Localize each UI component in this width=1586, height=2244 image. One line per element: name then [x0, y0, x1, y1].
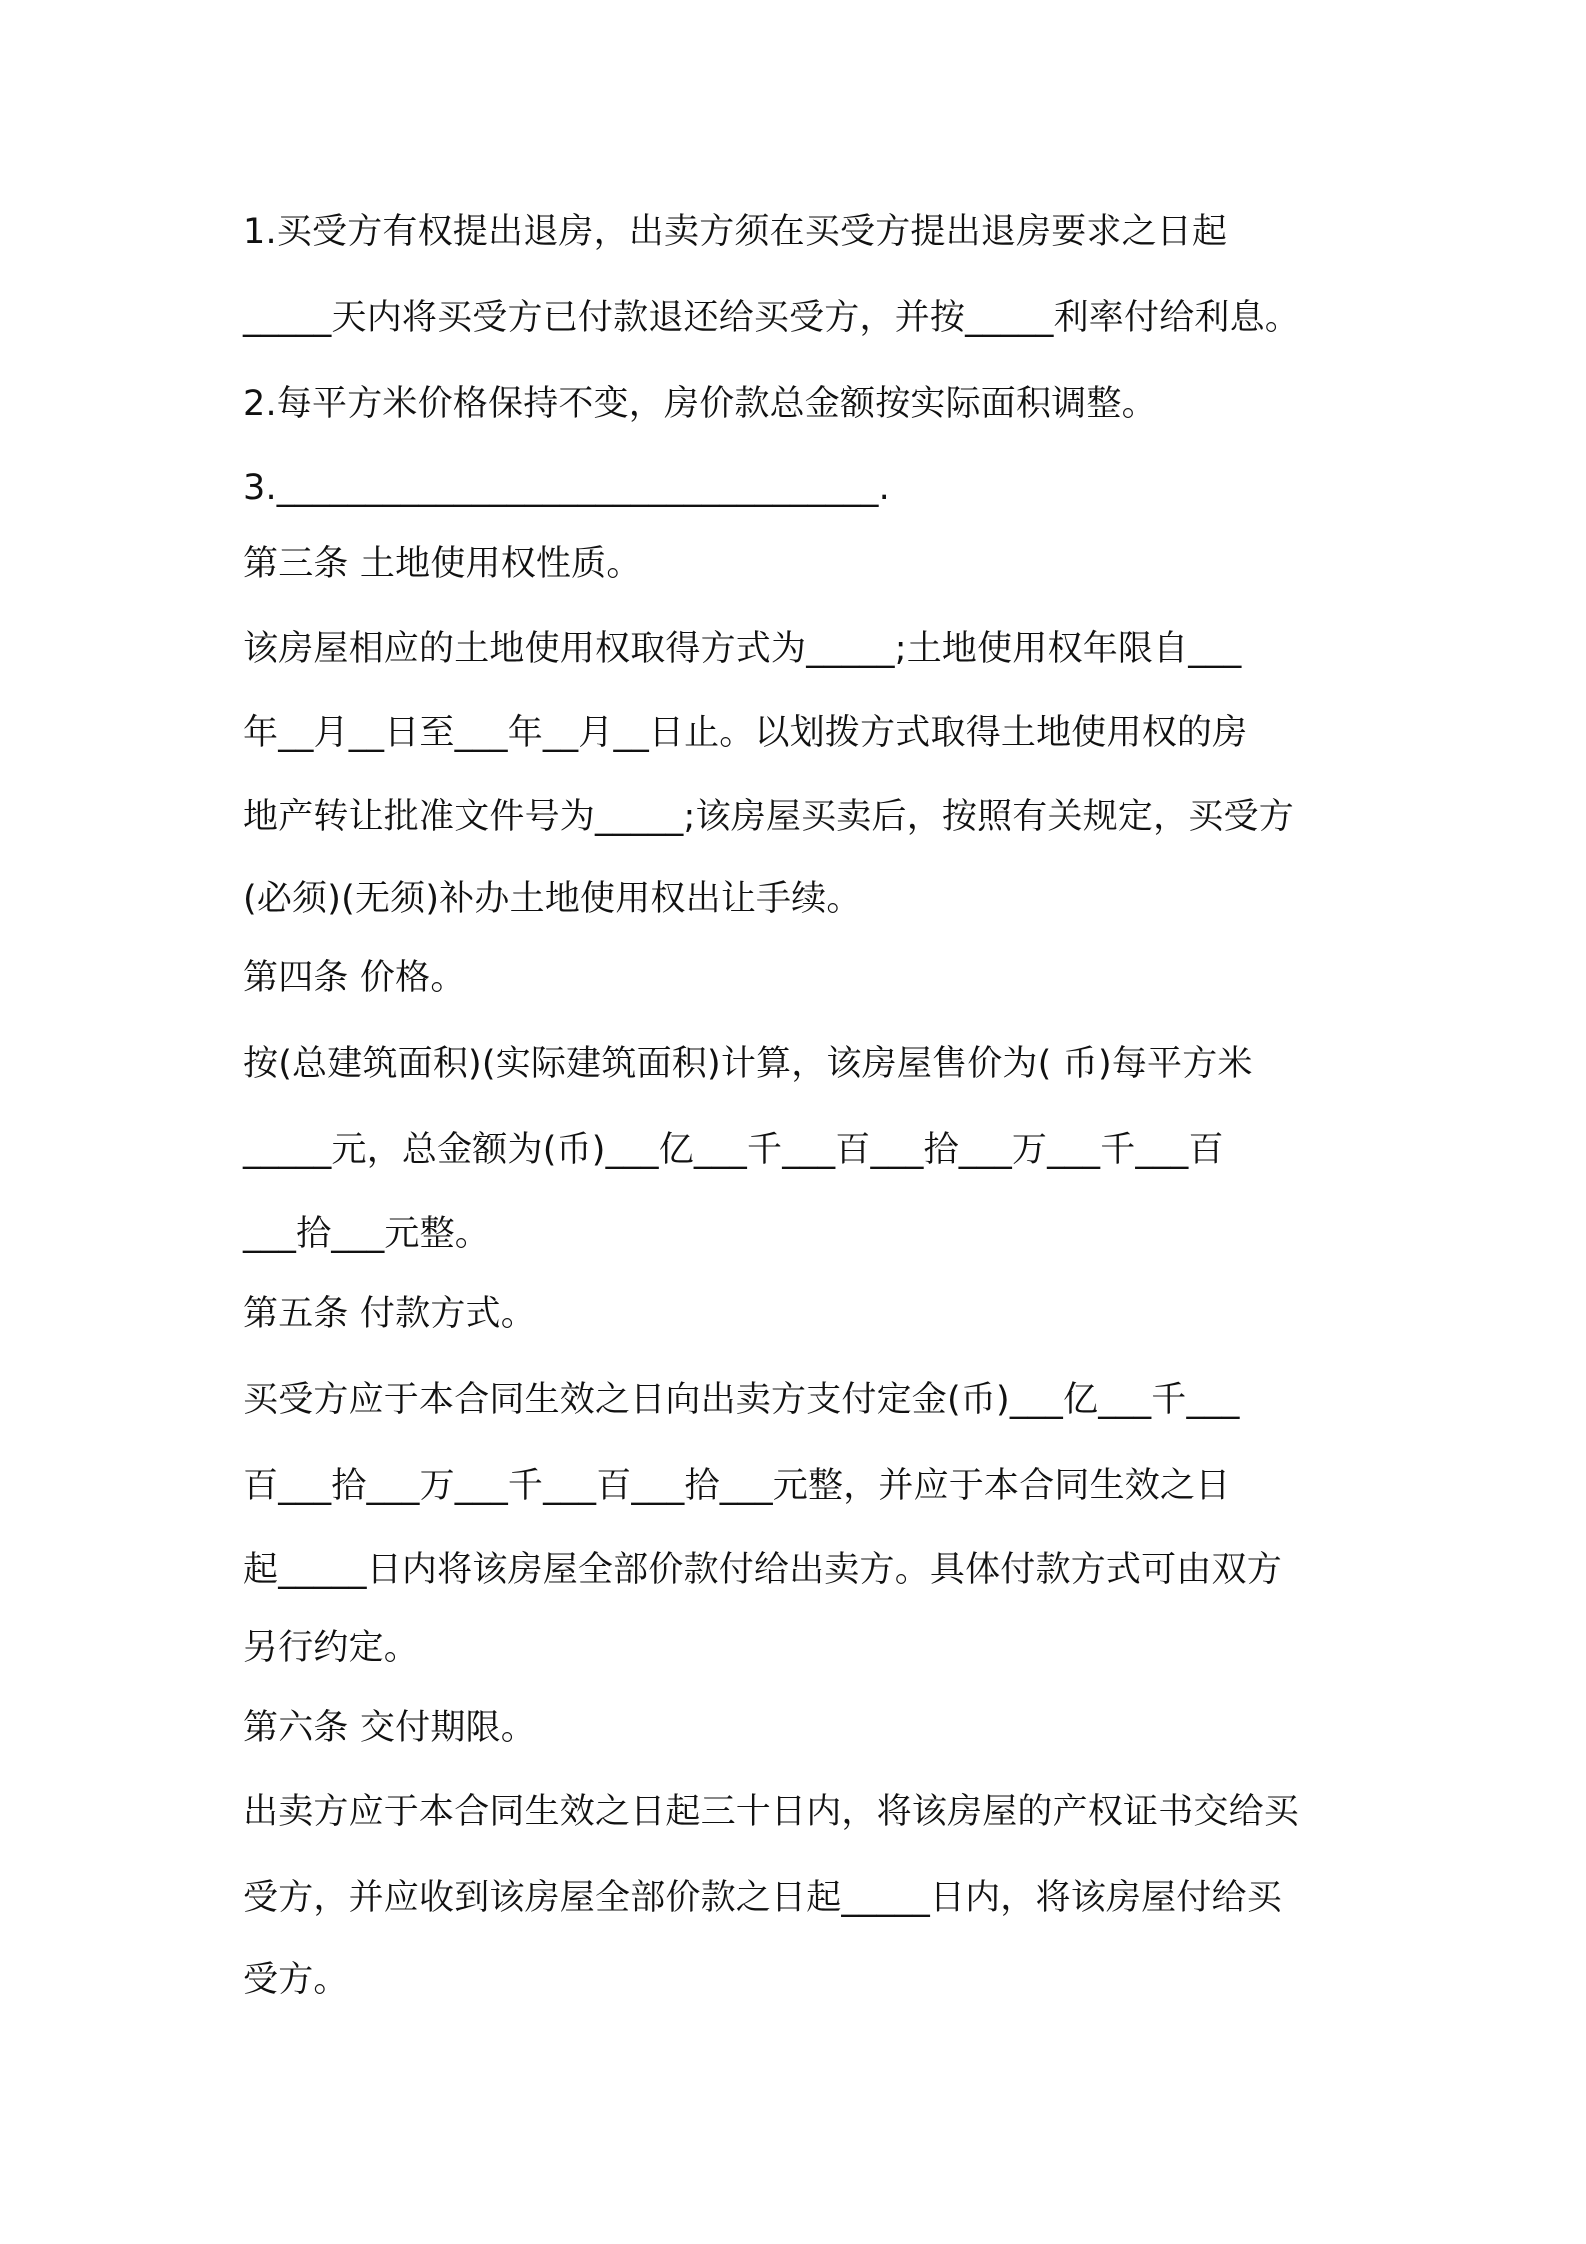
text-line: 受方。 — [243, 1960, 349, 2000]
text-line: 起_____日内将该房屋全部价款付给出卖方。具体付款方式可由双方 — [243, 1550, 1282, 1590]
section-heading: 第四条 价格。 — [243, 958, 466, 998]
text-line: 2.每平方米价格保持不变，房价款总金额按实际面积调整。 — [243, 384, 1157, 424]
text-line: 百___拾___万___千___百___拾___元整，并应于本合同生效之日 — [243, 1466, 1231, 1506]
text-line: 地产转让批准文件号为_____;该房屋买卖后，按照有关规定，买受方 — [243, 797, 1294, 837]
section-heading: 第五条 付款方式。 — [243, 1294, 536, 1334]
text-line: (必须)(无须)补办土地使用权出让手续。 — [243, 879, 862, 919]
text-line: 出卖方应于本合同生效之日起三十日内，将该房屋的产权证书交给买 — [243, 1792, 1300, 1832]
text-line: 受方，并应收到该房屋全部价款之日起_____日内，将该房屋付给买 — [243, 1878, 1282, 1918]
text-line: 买受方应于本合同生效之日向出卖方支付定金(币)___亿___千___ — [243, 1380, 1240, 1420]
text-line: 按(总建筑面积)(实际建筑面积)计算，该房屋售价为( 币)每平方米 — [243, 1044, 1253, 1084]
text-line: 该房屋相应的土地使用权取得方式为_____;土地使用权年限自___ — [243, 629, 1242, 669]
text-line: 3.__________________________________. — [243, 468, 890, 508]
text-line: 另行约定。 — [243, 1628, 420, 1668]
text-line: ___拾___元整。 — [243, 1214, 491, 1254]
section-heading: 第六条 交付期限。 — [243, 1708, 536, 1748]
text-line: _____元，总金额为(币)___亿___千___百___拾___万___千___百 — [243, 1130, 1224, 1170]
text-line: 1.买受方有权提出退房，出卖方须在买受方提出退房要求之日起 — [243, 212, 1228, 252]
text-line: 年__月__日至___年__月__日止。以划拨方式取得土地使用权的房 — [243, 713, 1248, 753]
section-heading: 第三条 土地使用权性质。 — [243, 544, 642, 584]
text-line: _____天内将买受方已付款退还给买受方，并按_____利率付给利息。 — [243, 298, 1301, 338]
